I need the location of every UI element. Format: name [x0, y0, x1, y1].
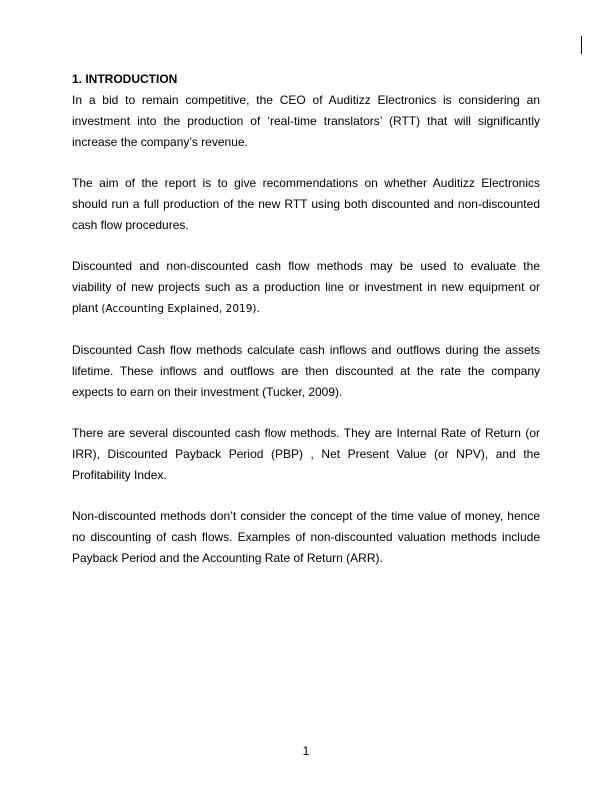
paragraph-3 [72, 256, 540, 320]
text-cursor [581, 36, 582, 54]
paragraph-5-text: There are several discounted cash flow methods. They are Internal Rate of Return (or IRR), Discounted Payback Period (PBP) , Net Present Value (or NPV), and the Profitability Index. [72, 426, 540, 482]
section-heading: 1. INTRODUCTION [72, 72, 178, 86]
document-body [72, 71, 540, 589]
paragraph-3-text: Discounted and non-discounted cash flow methods may be used to evaluate the viability of new projects such as a production line or investment in new equipment or plant [72, 259, 540, 315]
paragraph-6 [72, 506, 540, 569]
paragraph-4 [72, 340, 540, 403]
paragraph-3-citation: (Accounting Explained, 2019). [101, 303, 260, 315]
page-number: 1 [302, 744, 310, 758]
paragraph-2 [72, 173, 540, 236]
paragraph-2-text: The aim of the report is to give recommendations on whether Auditizz Electronics should run a full production of the new RTT using both discounted and non-discounted cash flow procedures. [72, 176, 540, 232]
paragraph-5 [72, 423, 540, 486]
paragraph-6-text: Non-discounted methods don’t consider the concept of the time value of money, hence no discounting of cash flows. Examples of non-discounted valuation methods include Payback Period and the Accounting Rate of Return (ARR). [72, 509, 540, 565]
paragraph-1 [72, 90, 540, 153]
paragraph-4-text: Discounted Cash flow methods calculate cash inflows and outflows during the assets lifetime. These inflows and outflows are then discounted at the rate the company expects to earn on their investment (Tucker, 2009). [72, 343, 540, 399]
paragraph-1-text: In a bid to remain competitive, the CEO of Auditizz Electronics is considering an investment into the production of ‘real-time translators’ (RTT) that will significantly increase the company’s revenue. [72, 93, 540, 149]
